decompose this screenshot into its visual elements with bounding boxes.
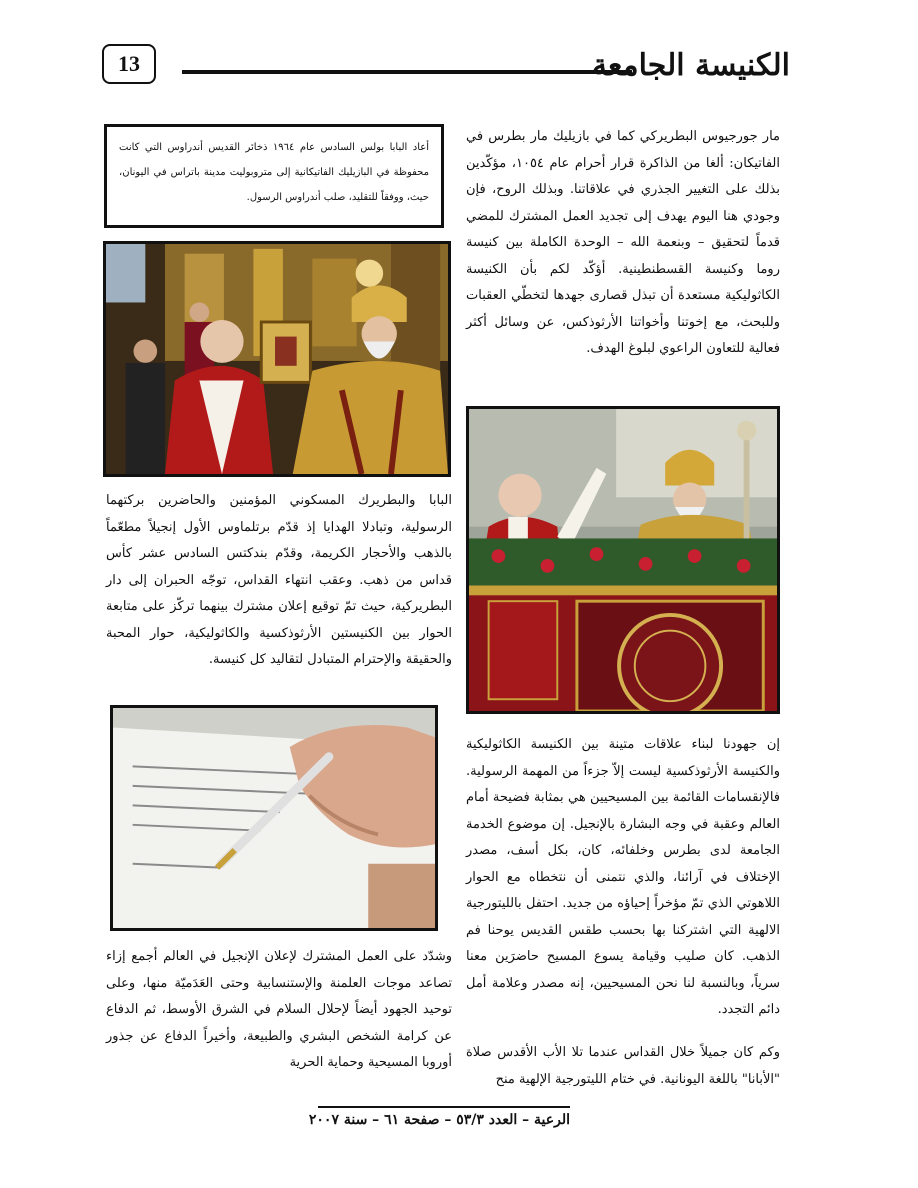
left-column-para-1: البابا والبطريرك المسكوني المؤمنين والحاضرين بركتهما الرسولية، وتبادلا الهدايا إذ قدّم برتلماوس الأول إنجيلاً مطعّماً بالذهب والأحجار الكريمة، وقدّم بندكتس السادس عشر كأس قداس من ذهب. وعقب انتهاء القداس، توجّه الحبران إلى دار البطريركية، حيث تمّ توقيع إعلان مشترك بينهما تركّز على متابعة الحوار بين الكنيستين الأرثوذكسية والكاثوليكية، حوار المحبة والحقيقة والإحترام المتبادل لتقاليد كل كنيسة. — [106, 493, 452, 667]
page-number: 13 — [102, 44, 156, 84]
right-column-para-2: إن جهودنا لبناء علاقات متينة بين الكنيسة الكاثوليكية والكنيسة الأرثوذكسية ليست إلاّ جزءاً من المهمة الرسولية. فالإنقسامات القائمة بين المسيحيين هي بمثابة فضيحة أمام العالم وعقبة في وجه البشارة بالإنجيل. إن موضوع الخدمة الجامعة لدى بطرس وخلفائه، كان، بكل أسف، مصدر الإختلاف في آرائنا، والذي نتمنى أن نتخطاه مع الحوار اللاهوتي الذي تمّ مؤخراً إحياؤه من جديد. احتفل بالليتورجية الالهية التي اشتركنا بها بحسب طقس القديس يوحنا فم الذهب. كان صليب وقيامة يسوع المسيح حاضرَين معنا سرياً، وبالنسبة لنا نحن المسيحيين، إنه مصدر وعلامة أمل دائم التجدد. — [466, 737, 780, 1017]
photo-gospel-exchange — [103, 241, 451, 477]
right-column-para-3: وكم كان جميلاً خلال القداس عندما تلا الأب الأقدس صلاة "الأبانا" باللغة اليونانية. في ختام الليتورجية الإلهية منح — [466, 1045, 780, 1087]
right-column-para-1: مار جورجيوس البطريركي كما في بازيليك مار بطرس في الفاتيكان: ألغا من الذاكرة قرار أحرام عام ١٠٥٤، مؤكّدين بذلك على التغيير الجذري في علاقاتنا. وبذلك الروح، فإن وجودي هنا اليوم يهدف إلى تجديد العمل المشترك للمضي قدماً لتحقيق – وبنعمة الله – الوحدة الكاملة بين كنيسة روما وكنيسة القسطنطينية. أؤكّد لكم بأن الكنيسة الكاثوليكية مستعدة أن تبذل قصارى جهدها لتخطّي العقبات وللبحث، مع إخوتنا وأخواتنا الأرثوذكس، عن وسائل أكثر فعالية للتعاون الراعوي لبلوغ الهدف. — [466, 129, 780, 356]
footer-issue-info: الرعية – العدد ٥٣/٣ – صفحة ٦١ – سنة ٢٠٠٧ — [308, 1112, 570, 1128]
left-column-para-2: وشدّد على العمل المشترك لإعلان الإنجيل في العالم أجمع إزاء تصاعد موجات العلمنة والإستنسابية وحتى العَدَميّة منها، وعلى توحيد الجهود أيضاً لإحلال السلام في الشرق الأوسط، ثم الدفاع عن كرامة الشخص البشري والطبيعة، وأخيراً الدفاع عن جذور أوروبا المسيحية وحماية الحرية — [106, 949, 452, 1070]
header-rule — [182, 70, 632, 74]
photo-caption: أعاد البابا بولس السادس عام ١٩٦٤ ذخائر القديس أندراوس التي كانت محفوظة في البازيليك الفاتيكانية إلى متروبوليت مدينة باتراس في اليونان، حيث، ووفقاً للتقليد، صلب أندراوس الرسول. — [104, 124, 444, 228]
photo-balcony-blessing — [466, 406, 780, 714]
footer-rule — [318, 1106, 570, 1108]
photo-signing-declaration — [110, 705, 438, 931]
page-title: الكنيسة الجامعة — [591, 48, 790, 83]
